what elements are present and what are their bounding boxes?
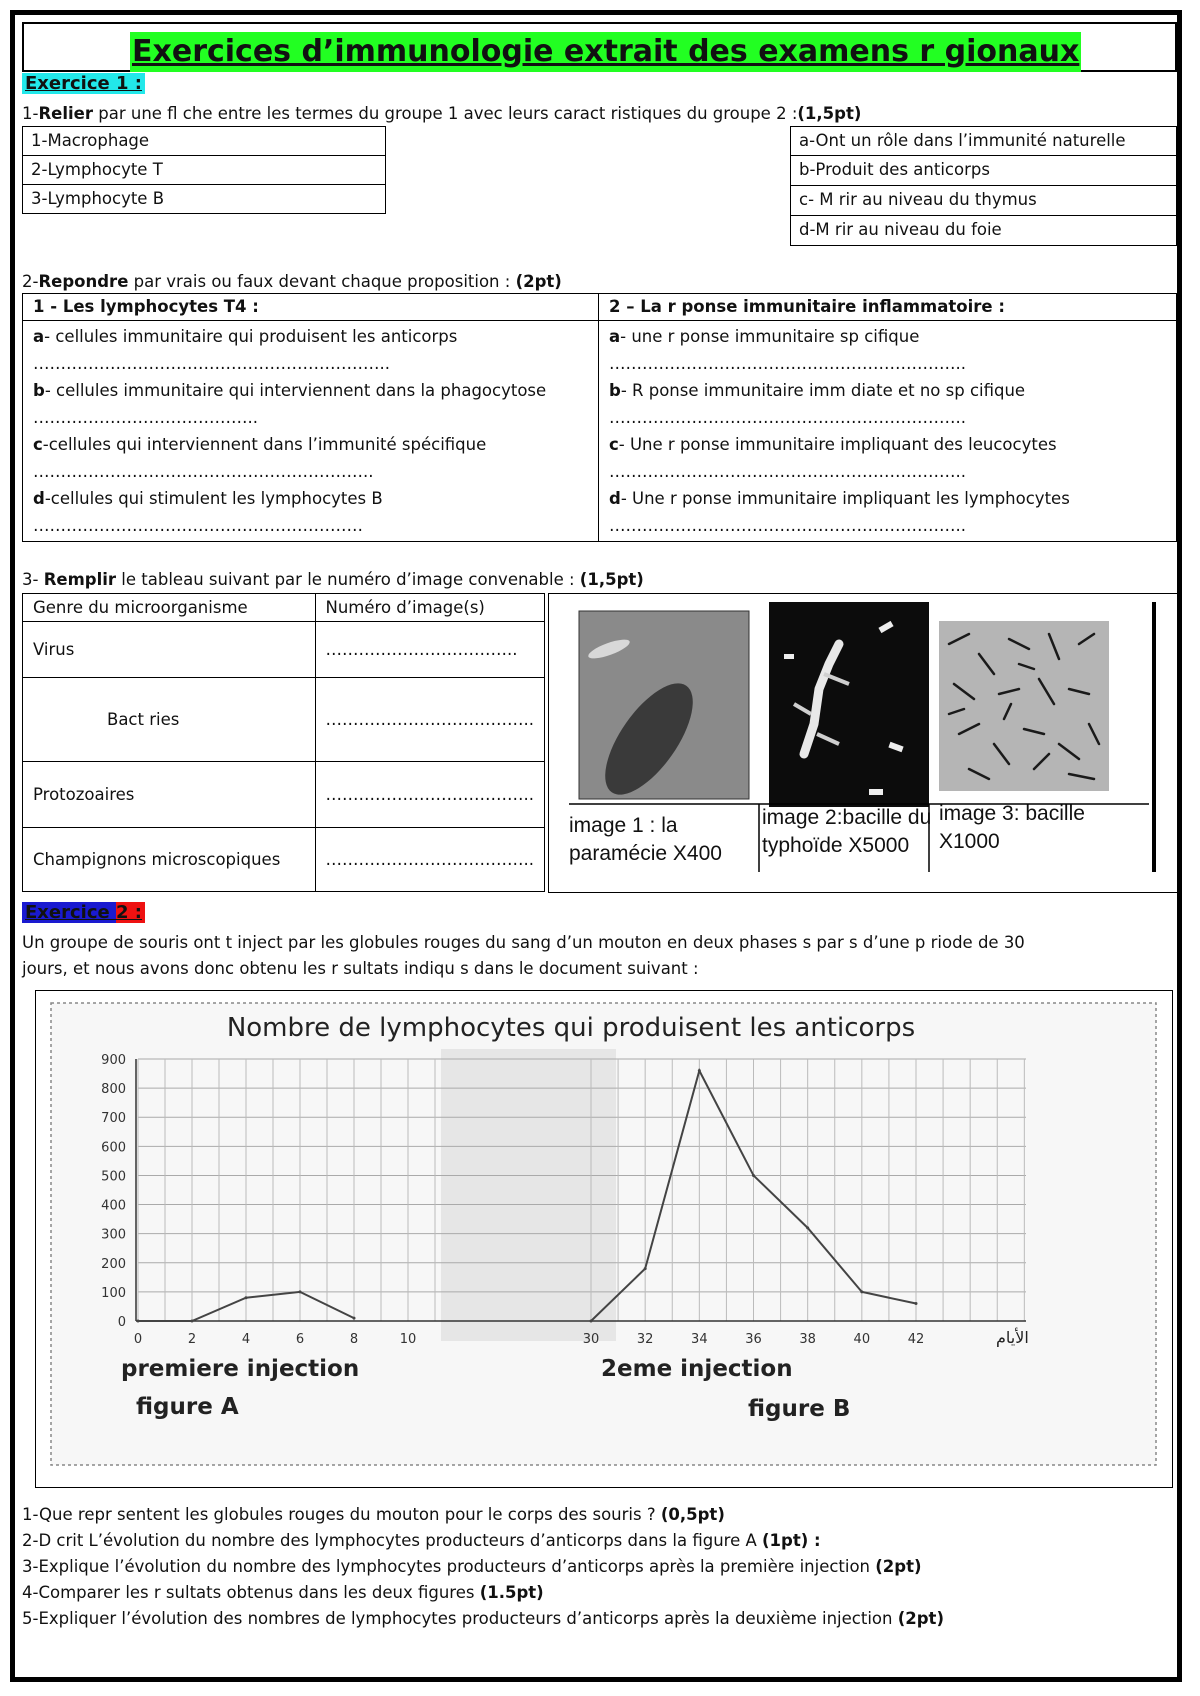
chart-gap-shading bbox=[441, 1049, 616, 1341]
micrograph-panel bbox=[548, 593, 1178, 893]
chart-title: Nombre de lymphocytes qui produisent les anticorps bbox=[226, 1013, 916, 1043]
series-a-label: premiere injection bbox=[121, 1356, 360, 1382]
group2-item: a-Ont un rôle dans l’immunité naturelle bbox=[790, 126, 1177, 156]
answer-dots: …………………………………………………….. bbox=[33, 462, 374, 481]
question-5: 5-Expliquer l’évolution des nombres de lymphocytes producteurs d’anticorps après la deuxième injection (2pt) bbox=[22, 1609, 944, 1628]
mo-dots: ……………………………….. bbox=[315, 678, 545, 762]
true-false-table bbox=[22, 293, 1177, 542]
question-1: 1-Que repr sentent les globules rouges du mouton pour le corps des souris ? (0,5pt) bbox=[22, 1505, 725, 1524]
exercise2-heading: Exercice 2 : bbox=[22, 903, 145, 923]
mo-dots: ……………………………….. bbox=[315, 828, 545, 892]
answer-dots: ……………………………………………………….. bbox=[609, 462, 966, 481]
x-tick-label: 32 bbox=[636, 1332, 654, 1347]
tf-left-column: a- cellules immunitaire qui produisent les anticorps ……………………………………………………….. b- cellules immunitaire qui interviennent dans la phagocytose ………………………………….. c-cellules qui interviennent dans l’immunité spécifique …………………………………………………….. d-cellules qui stimulent les lymphocytes B …………………………………………………… bbox=[23, 321, 599, 542]
y-tick-label: 800 bbox=[101, 1082, 126, 1098]
x-tick-label: 30 bbox=[582, 1332, 600, 1347]
question-3: 3-Explique l’évolution du nombre des lymphocytes producteurs d’anticorps après la première injection (2pt) bbox=[22, 1557, 922, 1576]
answer-dots: ……………………………………………………….. bbox=[609, 516, 966, 535]
data-point bbox=[806, 1226, 809, 1229]
x-tick-label: 2 bbox=[187, 1332, 197, 1347]
y-tick-label: 500 bbox=[101, 1169, 126, 1185]
y-tick-label: 700 bbox=[101, 1111, 126, 1127]
question-2: 2-D crit L’évolution du nombre des lymphocytes producteurs d’anticorps dans la figure A (1pt) : bbox=[22, 1531, 821, 1550]
x-tick-label: 40 bbox=[853, 1332, 871, 1347]
data-point bbox=[915, 1302, 918, 1305]
mo-dots: ……………………………….. bbox=[315, 762, 545, 828]
series-b-label: 2eme injection bbox=[601, 1356, 793, 1382]
x-tick-label: 42 bbox=[907, 1332, 925, 1347]
question-4: 4-Comparer les r sultats obtenus dans les deux figures (1.5pt) bbox=[22, 1583, 544, 1602]
exercise1-q3: 3- Remplir le tableau suivant par le numéro d’image convenable : (1,5pt) bbox=[22, 570, 644, 589]
image3-caption: image 3: bacille X1000 bbox=[939, 802, 1085, 853]
tf-right-column: a- une r ponse immunitaire sp cifique ……………………………………………………….. b- R ponse immunitaire imm diate et no sp cifique ……………………………………………………….. c- Une r ponse immunitaire impliquant des leucocytes ……………………………………………………….. d- Une r ponse immunitaire impliquant les lymphocytes ……………………………………………………….. bbox=[599, 321, 1177, 542]
mo-col2-header: Numéro d’image(s) bbox=[315, 594, 545, 622]
y-tick-label: 300 bbox=[101, 1227, 126, 1243]
tf-right-header: 2 – La r ponse immunitaire inflammatoire : bbox=[599, 294, 1177, 321]
exercise2-intro-line1: Un groupe de souris ont t inject par les globules rouges du sang d’un mouton en deux phases s par s d’une p riode de 30 bbox=[22, 933, 1025, 952]
exercise2-intro-line2: jours, et nous avons donc obtenu les r sultats indiqu s dans le document suivant : bbox=[22, 959, 699, 978]
microorganism-table bbox=[22, 593, 545, 892]
group2-item: b-Produit des anticorps bbox=[790, 155, 1177, 186]
answer-dots: ……………………………………………………….. bbox=[609, 408, 966, 427]
mo-dots: …………………………….. bbox=[315, 622, 545, 678]
answer-dots: …………………………………………………… bbox=[33, 516, 363, 535]
x-tick-label: 4 bbox=[241, 1332, 251, 1347]
exercise1-q2: 2-Repondre par vrais ou faux devant chaque proposition : (2pt) bbox=[22, 272, 562, 291]
chart-box bbox=[35, 990, 1173, 1488]
group2-item: c- M rir au niveau du thymus bbox=[790, 185, 1177, 216]
tf-left-header: 1 - Les lymphocytes T4 : bbox=[23, 294, 599, 321]
data-point bbox=[353, 1317, 356, 1320]
x-tick-label: 8 bbox=[349, 1332, 359, 1347]
group1-item: 1-Macrophage bbox=[22, 126, 386, 156]
group2-item: d-M rir au niveau du foie bbox=[790, 215, 1177, 246]
figure-b-label: figure B bbox=[748, 1396, 851, 1422]
x-tick-label: 36 bbox=[745, 1332, 762, 1347]
exercise1-q1: 1-Relier par une fl che entre les termes du groupe 1 avec leurs caract ristiques du groupe 2 :(1,5pt) bbox=[22, 104, 862, 123]
data-point bbox=[644, 1267, 647, 1270]
mo-name: Protozoaires bbox=[23, 762, 316, 828]
mo-name: Virus bbox=[23, 622, 316, 678]
data-point bbox=[698, 1069, 701, 1072]
page-title: Exercices d’immunologie extrait des examens r gionaux bbox=[130, 32, 1081, 72]
answer-dots: ……………………………………………………….. bbox=[33, 354, 390, 373]
data-point bbox=[245, 1296, 248, 1299]
y-tick-label: 400 bbox=[101, 1198, 126, 1214]
y-tick-label: 200 bbox=[101, 1256, 126, 1272]
answer-dots: ……………………………………………………….. bbox=[609, 354, 966, 373]
y-tick-label: 900 bbox=[101, 1053, 126, 1068]
data-point bbox=[191, 1320, 194, 1323]
y-tick-label: 0 bbox=[117, 1315, 126, 1330]
y-tick-label: 100 bbox=[101, 1285, 126, 1301]
x-tick-label: 38 bbox=[799, 1332, 816, 1347]
typhoid-bacillus-image bbox=[769, 602, 929, 807]
data-point bbox=[860, 1290, 863, 1293]
group1-item: 2-Lymphocyte T bbox=[22, 155, 386, 185]
y-tick-label: 600 bbox=[101, 1140, 126, 1156]
mo-name: Champignons microscopiques bbox=[23, 828, 316, 892]
x-tick-label: 0 bbox=[133, 1332, 143, 1347]
data-point bbox=[590, 1320, 593, 1323]
exercise1-heading: Exercice 1 : bbox=[22, 74, 145, 94]
mo-name: Bact ries bbox=[23, 678, 316, 762]
x-tick-label: 10 bbox=[399, 1332, 417, 1347]
x-unit-label: الأيام bbox=[996, 1328, 1029, 1347]
mo-col1-header: Genre du microorganisme bbox=[23, 594, 316, 622]
figure-a-label: figure A bbox=[136, 1394, 239, 1420]
x-tick-label: 6 bbox=[295, 1332, 305, 1347]
paramecium-image bbox=[579, 611, 749, 808]
data-point bbox=[137, 1320, 140, 1323]
data-point bbox=[752, 1174, 755, 1177]
data-point bbox=[299, 1290, 302, 1293]
group1-item: 3-Lymphocyte B bbox=[22, 184, 386, 214]
image2-caption: image 2:bacille du typhoïde X5000 bbox=[762, 806, 932, 857]
image1-caption: image 1 : la paramécie X400 bbox=[569, 814, 722, 865]
x-tick-label: 34 bbox=[691, 1332, 708, 1347]
bacillus-image bbox=[939, 621, 1109, 791]
